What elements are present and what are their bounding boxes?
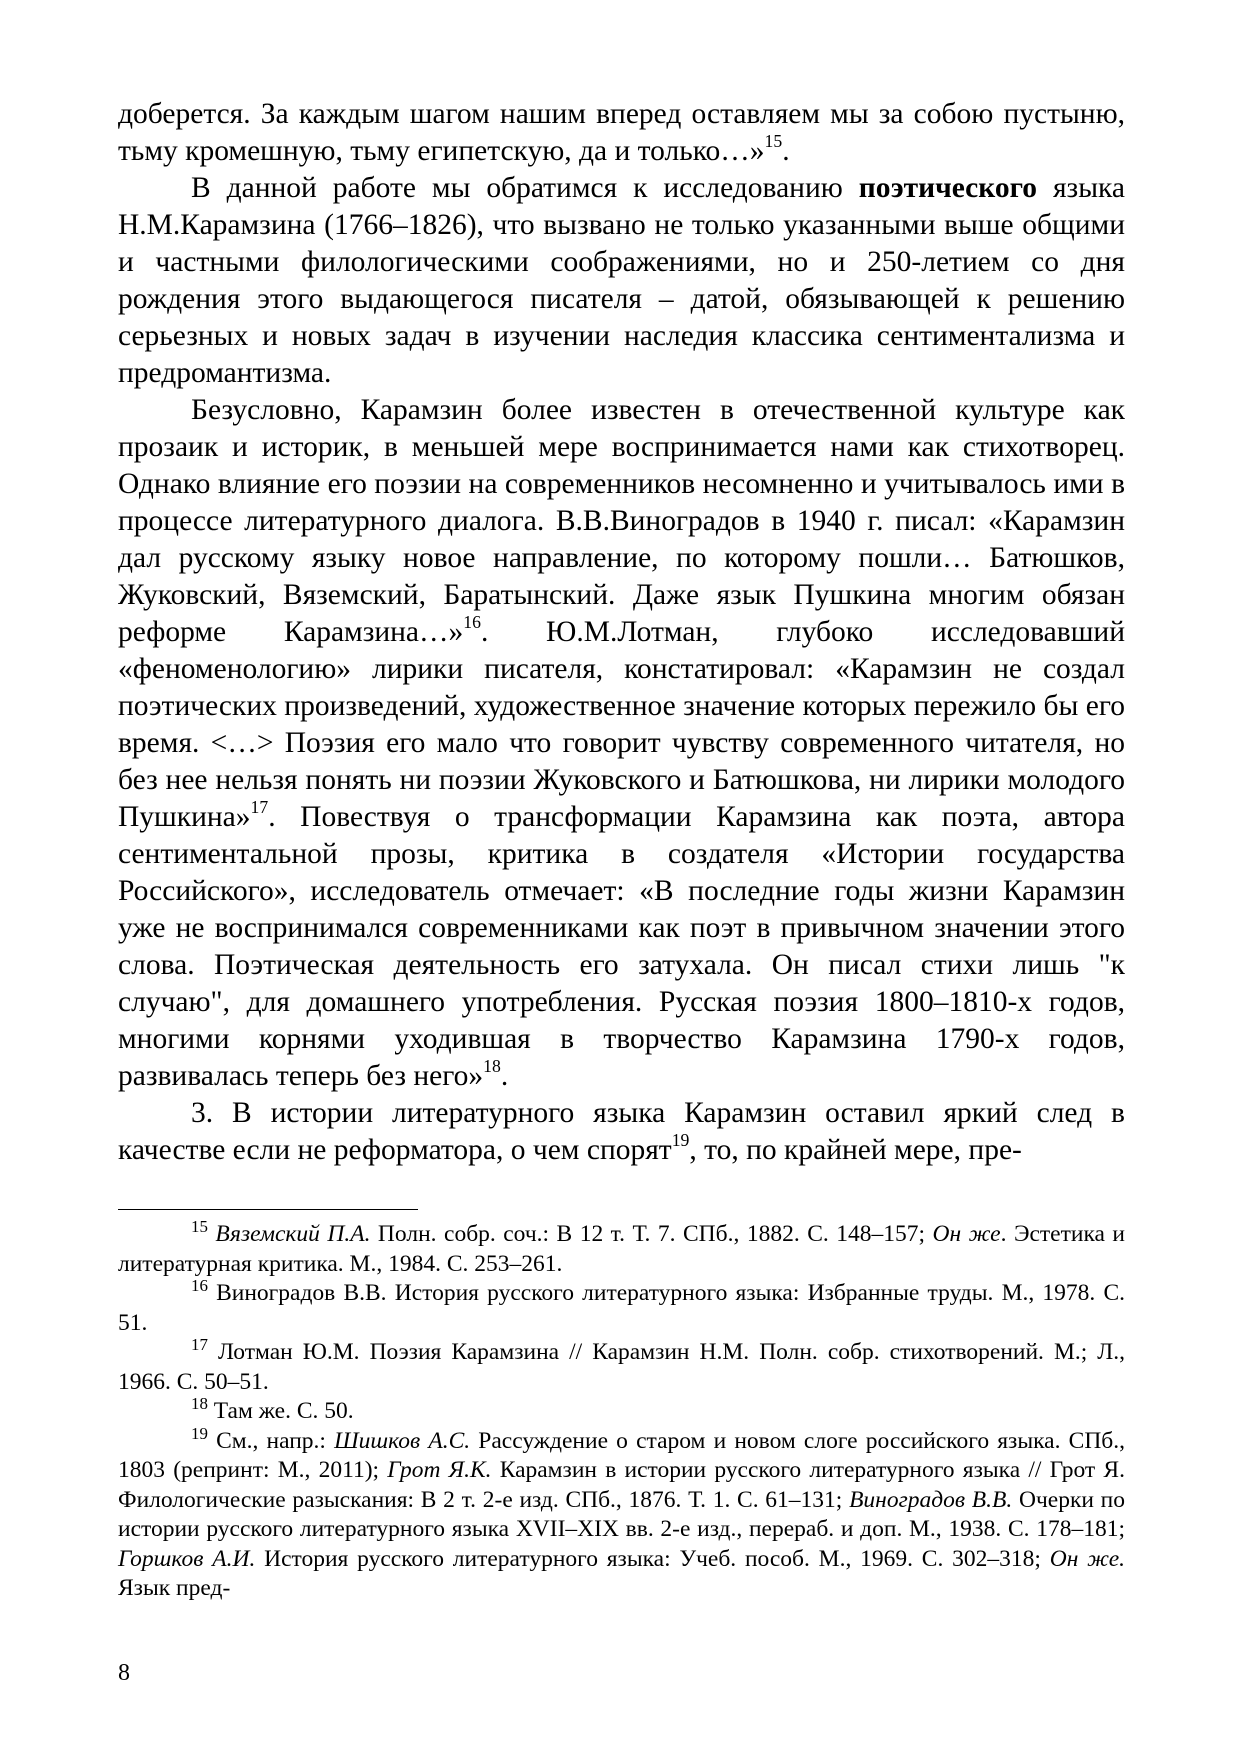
paragraph-4: 3. В истории литературного языка Карамзин оставил яркий след в качестве если не реформатора, о чем спорят$^{19}$, то, по крайней мере, пре- [118,1097,1125,1166]
bold-term: поэтического [858,172,1038,204]
footnote-ref-17[interactable]: 17 [250,797,269,818]
footnote-separator [118,1209,418,1210]
footnote-ref-15[interactable]: 15 [764,131,783,152]
document-page [118,96,1125,1604]
footnote-17: $^{17}$ Лотман Ю.М. Поэзия Карамзина // Карамзин Н.М. Полн. собр. стихотворений. М.; Л., 1966. С. 50–51. [118,1335,1125,1395]
footnote-ref-19[interactable]: 19 [671,1130,690,1151]
paragraph-2: В данной работе мы обратимся к исследованию поэтического языка Н.М.Карамзина (1766–1826), что вызвано не только указанными выше общими и частными филологическими соображениями, но и 250-летием со дня рождения этого выдающегося писателя – датой, обязывающей к решению серьезных и новых задач в изучении наследия классика сентиментализма и предромантизма. [118,172,1125,389]
footnote-ref-16[interactable]: 16 [463,612,481,633]
paragraph-1: доберется. За каждым шагом нашим вперед оставляем мы за собою пустыню, тьму кромешную, тьму египетскую, да и только…»$^{15}$. [118,98,1125,167]
main-text [118,96,1125,1169]
footnote-18: $^{18}$ Там же. С. 50. [191,1394,354,1424]
footnote-16: $^{16}$ Виноградов В.В. История русского литературного языка: Избранные труды. М., 1978. С. 51. [118,1276,1125,1336]
paragraph-3: Безусловно, Карамзин более известен в отечественной культуре как прозаик и историк, в меньшей мере воспринимается нами как стихотворец. Однако влияние его поэзии на современников несомненно и учитывалось ими в процессе литературного диалога. В.В.Виноградов в 1940 г. писал: «Карамзин дал русскому языку новое направление, по которому пошли… Батюшков, Жуковский, Вяземский, Баратынский. Даже язык Пушкина многим обязан реформе Карамзина…»$^{16}$. Ю.М.Лотман, глубоко исследовавший «феноменологию» лирики писателя, констатировал: «Карамзин не создал поэтических произведений, художественное значение которых пережило бы его время. <…> Поэзия его мало что говорит чувству современного читателя, но без нее нельзя понять ни поэзии Жуковского и Батюшкова, ни лирики молодого Пушкина»$^{17}$. Повествуя о трансформации Карамзина как поэта, автора сентиментальной прозы, критика в создателя «Истории государства Российского», исследователь отмечает: «В последние годы жизни Карамзин уже не воспринимался современниками как поэт в привычном значении этого слова. Поэтическая деятельность его затухала. Он писал стихи лишь "к случаю", для домашнего употребления. Русская поэзия 1800–1810-х годов, многими корнями уходившая в творчество Карамзина 1790-х годов, развивалась теперь без него»$^{18}$. [118,394,1125,1092]
footnote-15: $^{15}$ Вяземский П.А. Полн. собр. соч.: В 12 т. Т. 7. СПб., 1882. С. 148–157; Он же. Эстетика и литературная критика. М., 1984. С. 253–261. [118,1217,1125,1277]
footnote-ref-18[interactable]: 18 [483,1056,501,1077]
page-number: 8 [118,1660,130,1686]
footnote-19: $^{19}$ См., напр.: Шишков А.С. Рассуждение о старом и новом слоге российского языка. СПб., 1803 (репринт: М., 2011); Грот Я.К. Карамзин в истории русского литературного языка // Грот Я. Филологические разыскания: В 2 т. 2-е изд. СПб., 1876. Т. 1. С. 61–131; Виноградов В.В. Очерки по истории русского литературного языка XVII–XIX вв. 2-е изд., перераб. и доп. М., 1938. С. 178–181; Горшков А.И. История русского литературного языка: Учеб. пособ. М., 1969. С. 302–318; Он же. Язык пред- [118,1423,1126,1601]
footnotes [118,1217,1126,1604]
